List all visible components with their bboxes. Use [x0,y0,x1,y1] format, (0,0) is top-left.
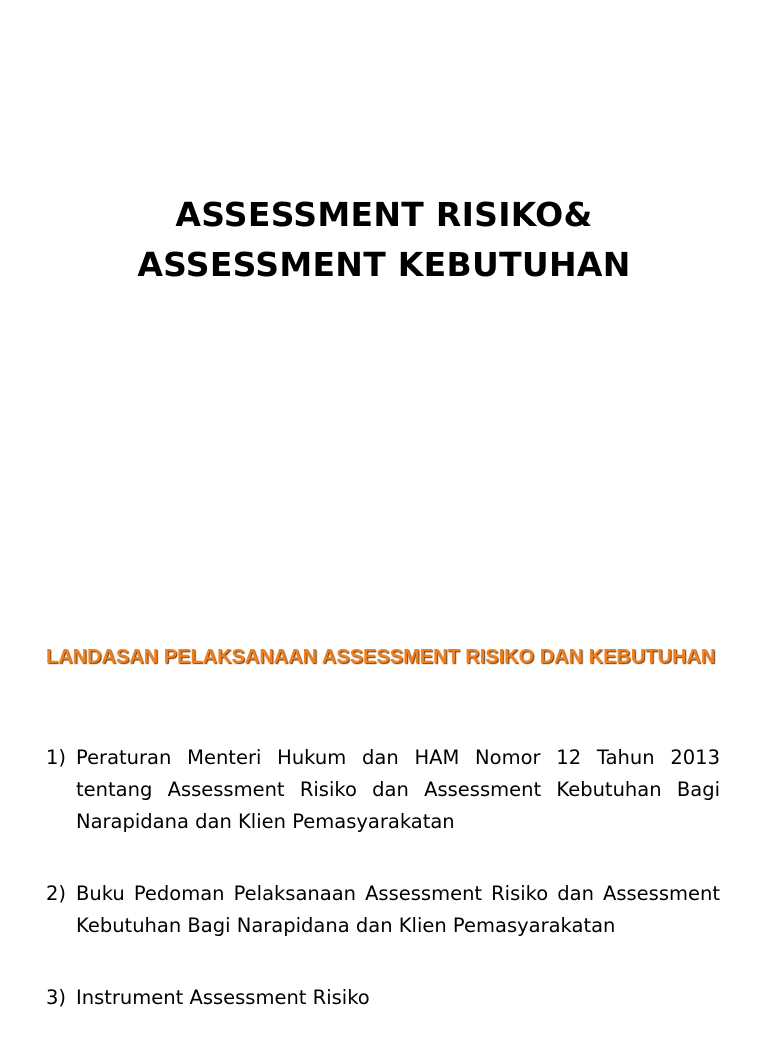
list-item [46,742,720,838]
landasan-list [46,742,720,1054]
list-item-text: Buku Pedoman Pelaksanaan Assessment Risiko dan Assessment Kebutuhan Bagi Narapidana dan Klien Pemasyarakatan [76,882,720,937]
section-heading: LANDASAN PELAKSANAAN ASSESSMENT RISIKO DAN KEBUTUHAN [46,646,716,668]
slide-title [0,190,768,290]
content-slide [0,576,768,1024]
list-item-number: 3) [46,986,67,1009]
list-item-text: Peraturan Menteri Hukum dan HAM Nomor 12 Tahun 2013 tentang Assessment Risiko dan Assessment Kebutuhan Bagi Narapidana dan Klien Pemasyarakatan [76,746,720,833]
list-item-number: 2) [46,882,67,905]
list-item-number: 1) [46,746,67,769]
list-item [46,878,720,942]
list-item-text: Instrument Assessment Risiko [76,986,370,1009]
slide-title-line-1: ASSESSMENT RISIKO& [175,195,593,234]
slide-title-line-2: ASSESSMENT KEBUTUHAN [137,245,631,284]
list-item [46,982,720,1014]
